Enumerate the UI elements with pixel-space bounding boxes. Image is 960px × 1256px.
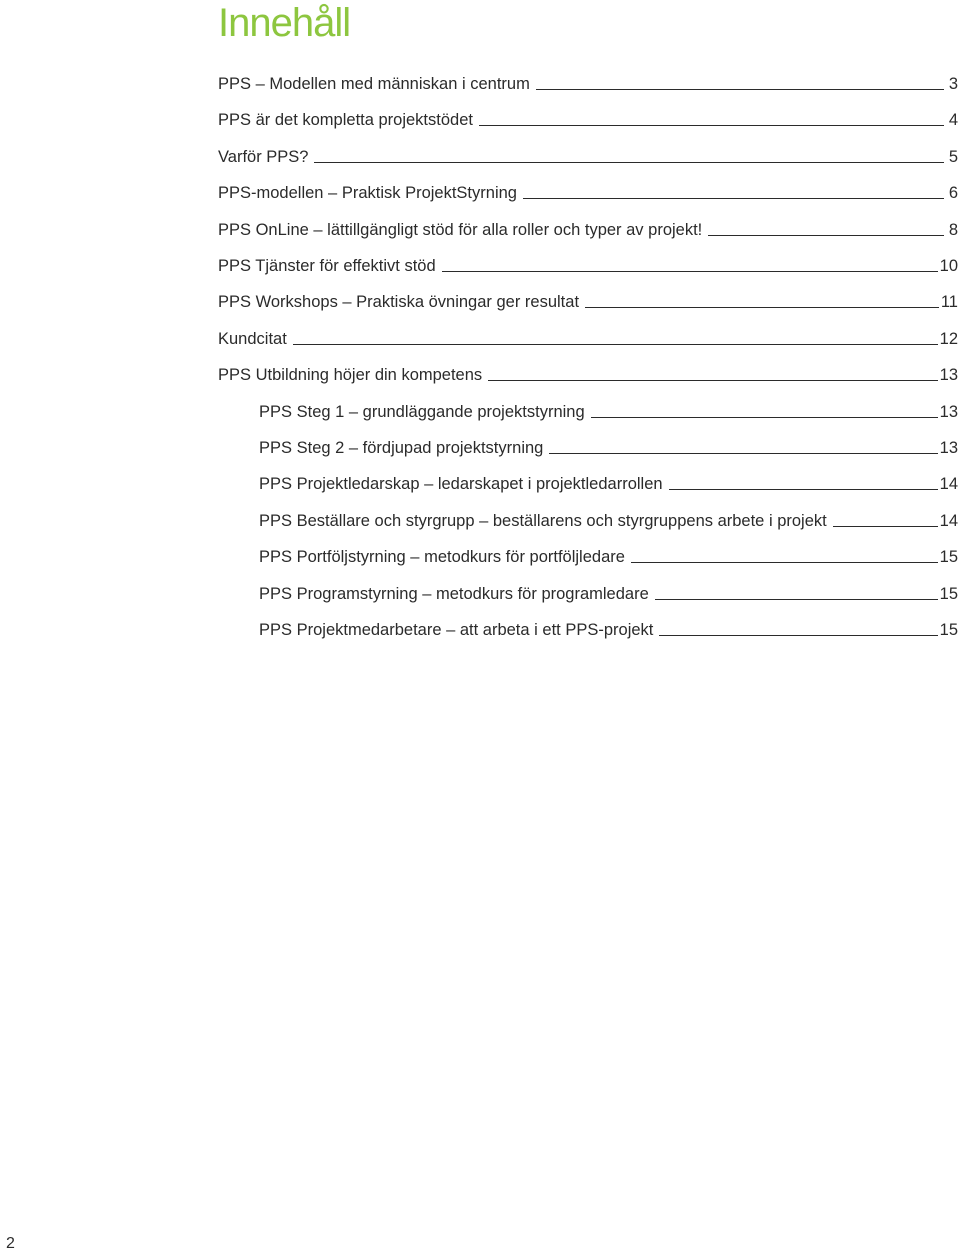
toc-leader-line: [833, 526, 938, 527]
toc-entry[interactable]: [259, 468, 958, 494]
toc-leader-line: [293, 344, 938, 345]
toc-leader-line: [549, 453, 937, 454]
toc-entry[interactable]: [218, 68, 958, 94]
toc-entry-label: PPS Workshops – Praktiska övningar ger resultat: [218, 293, 580, 312]
toc-leader-line: [708, 235, 944, 236]
toc-leader-line: [488, 380, 937, 381]
toc-entry-page: 4: [948, 111, 958, 130]
toc-leader-line: [655, 599, 938, 600]
toc-entry-label: PPS Steg 1 – grundläggande projektstyrning: [259, 402, 585, 421]
toc-entry-label: Kundcitat: [218, 329, 287, 348]
toc-entry[interactable]: [218, 286, 958, 312]
toc-entry-label: Varför PPS?: [218, 147, 309, 166]
toc-entry[interactable]: [259, 505, 958, 531]
toc-entry-page: 14: [939, 511, 958, 530]
toc-entry[interactable]: [218, 141, 958, 167]
toc-entry[interactable]: [259, 578, 958, 604]
toc-entry-label: PPS Beställare och styrgrupp – beställarens och styrgruppens arbete i projekt: [259, 511, 827, 530]
toc-entry-page: 6: [948, 184, 958, 203]
toc-leader-line: [669, 489, 938, 490]
toc-entry[interactable]: [259, 432, 958, 458]
toc-entry-label: PPS Projektledarskap – ledarskapet i projektledarrollen: [259, 475, 663, 494]
toc-entry[interactable]: [218, 104, 958, 130]
toc-leader-line: [523, 198, 944, 199]
toc-leader-line: [479, 125, 944, 126]
toc-entry-page: 15: [939, 584, 958, 603]
toc-entry-label: PPS – Modellen med människan i centrum: [218, 75, 530, 93]
toc-entry-label: PPS Portföljstyrning – metodkurs för portföljledare: [259, 548, 625, 567]
toc-leader-line: [536, 89, 944, 90]
toc-leader-line: [314, 162, 944, 163]
page-number: 2: [6, 1235, 15, 1252]
toc-leader-line: [442, 271, 938, 272]
toc-entry-label: PPS Steg 2 – fördjupad projektstyrning: [259, 439, 544, 457]
toc-entry[interactable]: [218, 177, 958, 203]
toc-entry-label: PPS-modellen – Praktisk ProjektStyrning: [218, 184, 517, 203]
toc-entry-page: 3: [948, 75, 958, 93]
toc-entry-label: PPS Utbildning höjer din kompetens: [218, 366, 483, 385]
toc-entry-page: 10: [939, 257, 958, 275]
toc-entry[interactable]: [259, 396, 958, 422]
page-title: Innehåll: [218, 1, 351, 45]
toc-entry[interactable]: [218, 250, 958, 276]
toc-leader-line: [659, 635, 937, 636]
toc-entry[interactable]: [218, 359, 958, 385]
toc-entry-page: 14: [939, 475, 958, 494]
toc-entry-label: PPS Tjänster för effektivt stöd: [218, 257, 436, 275]
toc-entry-page: 11: [940, 293, 958, 312]
toc-entry[interactable]: [218, 214, 958, 240]
toc-leader-line: [631, 562, 938, 563]
toc-entry[interactable]: [259, 614, 958, 640]
toc-entry-page: 13: [939, 439, 958, 457]
toc-leader-line: [585, 307, 939, 308]
toc-entry-page: 15: [939, 548, 958, 567]
toc-entry-page: 15: [939, 621, 958, 639]
toc-entry-page: 12: [939, 329, 958, 348]
toc-entry-page: 13: [939, 366, 958, 385]
toc-entry-label: PPS Projektmedarbetare – att arbeta i ett PPS-projekt: [259, 621, 654, 639]
toc-entry-label: PPS OnLine – lättillgängligt stöd för alla roller och typer av projekt!: [218, 220, 703, 239]
toc-entry-page: 8: [948, 220, 958, 239]
toc-leader-line: [591, 417, 938, 418]
toc-entry[interactable]: [218, 323, 958, 349]
toc-entry-page: 5: [948, 147, 958, 166]
toc-entry-page: 13: [939, 402, 958, 421]
toc-entry[interactable]: [259, 541, 958, 567]
toc-entry-label: PPS Programstyrning – metodkurs för programledare: [259, 584, 649, 603]
toc-entry-label: PPS är det kompletta projektstödet: [218, 111, 473, 130]
